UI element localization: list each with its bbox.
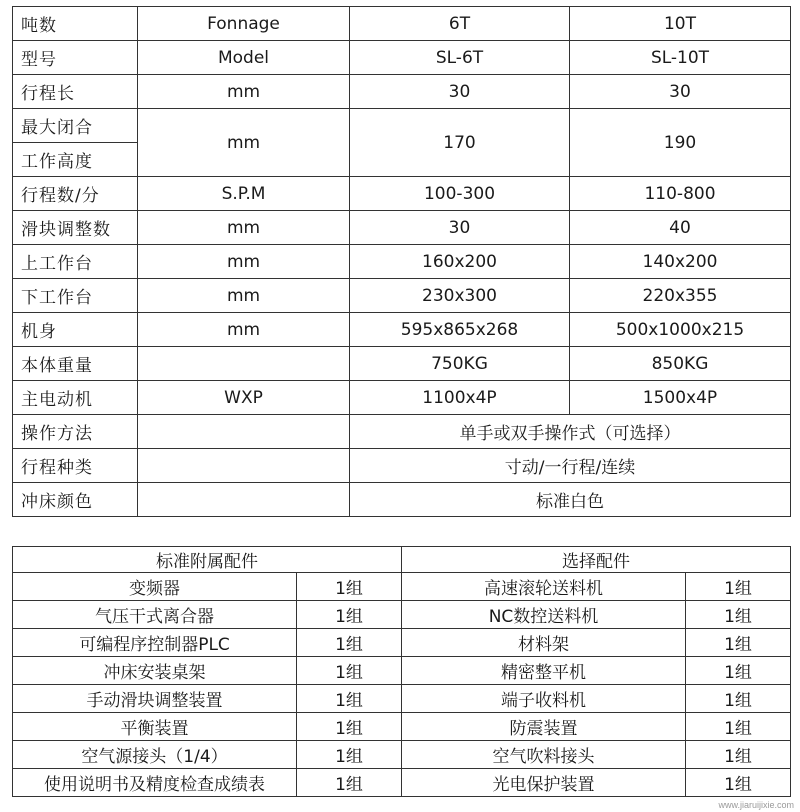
accessory-row: [13, 741, 791, 769]
optional-accessories-header: 选择配件: [402, 547, 791, 573]
optional-qty: 1组: [686, 629, 791, 657]
standard-qty: 1组: [297, 769, 402, 797]
spec-unit: S.P.M: [138, 177, 350, 211]
spec-row: [13, 381, 791, 415]
spec-unit: mm: [138, 109, 350, 177]
spec-label: 下工作台: [13, 279, 138, 313]
spec-label: 最大闭合: [13, 109, 138, 143]
optional-qty: 1组: [686, 601, 791, 629]
spec-row: [13, 41, 791, 75]
spec-value-6t: 170: [350, 109, 570, 177]
standard-qty: 1组: [297, 657, 402, 685]
standard-accessories-header: 标准附属配件: [13, 547, 402, 573]
spec-row: [13, 75, 791, 109]
standard-qty: 1组: [297, 601, 402, 629]
spec-unit: mm: [138, 211, 350, 245]
spec-unit: Model: [138, 41, 350, 75]
standard-item: 冲床安装桌架: [13, 657, 297, 685]
spec-value-10t: 190: [570, 109, 791, 177]
accessory-row: [13, 769, 791, 797]
spec-row: [13, 109, 791, 143]
spec-value-10t: 500x1000x215: [570, 313, 791, 347]
spec-label: 上工作台: [13, 245, 138, 279]
optional-item: 端子收料机: [402, 685, 686, 713]
optional-item: 精密整平机: [402, 657, 686, 685]
standard-qty: 1组: [297, 713, 402, 741]
spec-label: 冲床颜色: [13, 483, 138, 517]
spec-unit: WXP: [138, 381, 350, 415]
standard-item: 手动滑块调整装置: [13, 685, 297, 713]
optional-qty: 1组: [686, 657, 791, 685]
spec-value-merged: 单手或双手操作式（可选择）: [350, 415, 791, 449]
optional-item: 材料架: [402, 629, 686, 657]
optional-item: 光电保护装置: [402, 769, 686, 797]
accessories-header-row: [13, 547, 791, 573]
spec-unit: [138, 415, 350, 449]
spec-unit: mm: [138, 75, 350, 109]
accessory-row: [13, 657, 791, 685]
spec-unit: Fonnage: [138, 7, 350, 41]
spec-label: 操作方法: [13, 415, 138, 449]
spec-label: 行程种类: [13, 449, 138, 483]
accessory-row: [13, 573, 791, 601]
optional-item: NC数控送料机: [402, 601, 686, 629]
accessories-table: [12, 546, 791, 797]
spec-value-10t: 30: [570, 75, 791, 109]
spec-unit: [138, 347, 350, 381]
watermark: www.jiaruijixie.com: [718, 800, 794, 810]
spec-row: [13, 279, 791, 313]
standard-item: 变频器: [13, 573, 297, 601]
spec-value-10t: 140x200: [570, 245, 791, 279]
spec-unit: [138, 483, 350, 517]
spec-value-10t: 1500x4P: [570, 381, 791, 415]
standard-item: 可编程序控制器PLC: [13, 629, 297, 657]
optional-item: 高速滚轮送料机: [402, 573, 686, 601]
accessory-row: [13, 601, 791, 629]
spec-value-10t: 10T: [570, 7, 791, 41]
spec-value-6t: 30: [350, 75, 570, 109]
spec-label: 机身: [13, 313, 138, 347]
spec-label: 本体重量: [13, 347, 138, 381]
spec-row: [13, 245, 791, 279]
accessory-row: [13, 713, 791, 741]
standard-item: 气压干式离合器: [13, 601, 297, 629]
optional-qty: 1组: [686, 573, 791, 601]
spec-value-6t: 1100x4P: [350, 381, 570, 415]
spec-row: [13, 415, 791, 449]
optional-item: 防震装置: [402, 713, 686, 741]
optional-qty: 1组: [686, 685, 791, 713]
spec-unit: mm: [138, 245, 350, 279]
spec-label: 行程长: [13, 75, 138, 109]
spec-value-6t: SL-6T: [350, 41, 570, 75]
spec-unit: [138, 449, 350, 483]
optional-item: 空气吹料接头: [402, 741, 686, 769]
spec-value-10t: 850KG: [570, 347, 791, 381]
standard-item: 空气源接头（1/4）: [13, 741, 297, 769]
spec-label: 滑块调整数: [13, 211, 138, 245]
spec-value-merged: 寸动/一行程/连续: [350, 449, 791, 483]
spec-unit: mm: [138, 313, 350, 347]
spec-unit: mm: [138, 279, 350, 313]
spec-value-6t: 595x865x268: [350, 313, 570, 347]
spec-label: 主电动机: [13, 381, 138, 415]
spec-value-6t: 160x200: [350, 245, 570, 279]
spec-value-10t: 220x355: [570, 279, 791, 313]
spec-value-6t: 750KG: [350, 347, 570, 381]
spec-row: [13, 313, 791, 347]
standard-qty: 1组: [297, 741, 402, 769]
optional-qty: 1组: [686, 741, 791, 769]
spec-row: [13, 177, 791, 211]
spec-value-10t: SL-10T: [570, 41, 791, 75]
spec-table: [12, 6, 791, 517]
optional-qty: 1组: [686, 769, 791, 797]
spec-row: [13, 347, 791, 381]
spec-label: 型号: [13, 41, 138, 75]
accessory-row: [13, 685, 791, 713]
spec-value-6t: 230x300: [350, 279, 570, 313]
standard-item: 使用说明书及精度检查成绩表: [13, 769, 297, 797]
spec-label: 工作高度: [13, 143, 138, 177]
standard-qty: 1组: [297, 685, 402, 713]
spec-label: 行程数/分: [13, 177, 138, 211]
accessory-row: [13, 629, 791, 657]
spec-value-6t: 6T: [350, 7, 570, 41]
spec-row: [13, 7, 791, 41]
standard-item: 平衡装置: [13, 713, 297, 741]
optional-qty: 1组: [686, 713, 791, 741]
spec-value-6t: 30: [350, 211, 570, 245]
spec-row: [13, 211, 791, 245]
spec-label: 吨数: [13, 7, 138, 41]
spec-row: [13, 483, 791, 517]
spec-value-10t: 110-800: [570, 177, 791, 211]
spec-value-merged: 标准白色: [350, 483, 791, 517]
standard-qty: 1组: [297, 629, 402, 657]
spec-value-6t: 100-300: [350, 177, 570, 211]
spec-value-10t: 40: [570, 211, 791, 245]
spec-row: [13, 449, 791, 483]
standard-qty: 1组: [297, 573, 402, 601]
